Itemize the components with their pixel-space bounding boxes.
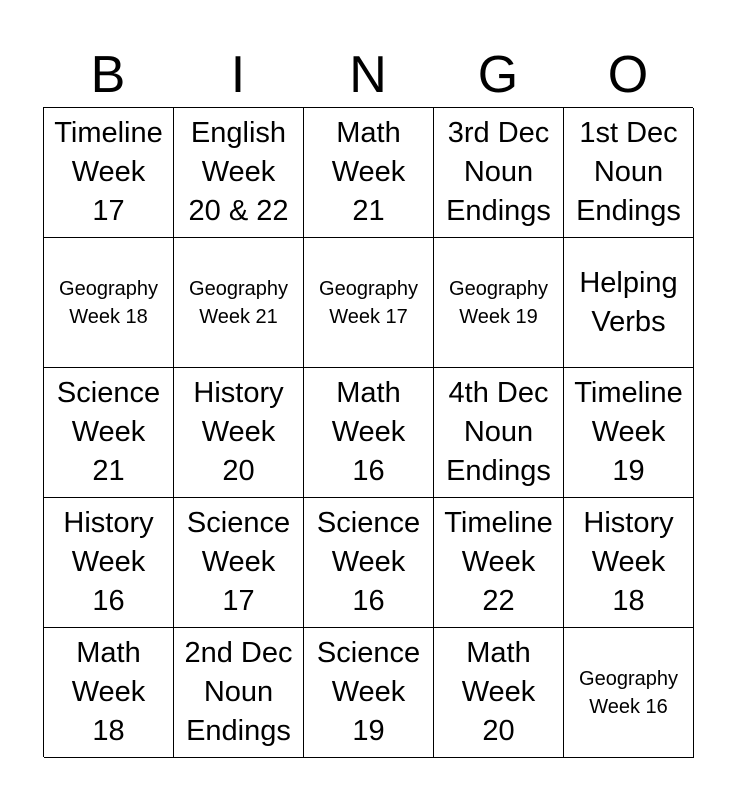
bingo-cell: Math Week 16: [304, 368, 434, 498]
bingo-cell: Geography Week 16: [564, 628, 694, 758]
header-letter-i: I: [230, 46, 246, 104]
header-letter-g: G: [477, 46, 519, 104]
bingo-grid: [43, 107, 693, 757]
bingo-cell: Math Week 20: [434, 628, 564, 758]
bingo-cell: Geography Week 21: [174, 238, 304, 368]
header-letter-n: N: [349, 46, 387, 104]
bingo-cell: Science Week 16: [304, 498, 434, 628]
bingo-cell: Geography Week 19: [434, 238, 564, 368]
header-letter-b: B: [90, 46, 126, 104]
bingo-cell: English Week 20 & 22: [174, 108, 304, 238]
header-letter-o: O: [607, 46, 649, 104]
bingo-cell: Helping Verbs: [564, 238, 694, 368]
bingo-cell: Timeline Week 22: [434, 498, 564, 628]
bingo-cell: Math Week 18: [44, 628, 174, 758]
bingo-cell: Timeline Week 17: [44, 108, 174, 238]
bingo-cell: Science Week 19: [304, 628, 434, 758]
bingo-cell: Geography Week 18: [44, 238, 174, 368]
bingo-cell: Geography Week 17: [304, 238, 434, 368]
bingo-cell: 2nd Dec Noun Endings: [174, 628, 304, 758]
bingo-cell: Timeline Week 19: [564, 368, 694, 498]
bingo-cell: Science Week 17: [174, 498, 304, 628]
bingo-cell: Science Week 21: [44, 368, 174, 498]
bingo-header: [43, 42, 693, 108]
bingo-cell: 1st Dec Noun Endings: [564, 108, 694, 238]
bingo-cell: 4th Dec Noun Endings: [434, 368, 564, 498]
bingo-cell: History Week 20: [174, 368, 304, 498]
bingo-cell: History Week 16: [44, 498, 174, 628]
bingo-cell: 3rd Dec Noun Endings: [434, 108, 564, 238]
bingo-cell: Math Week 21: [304, 108, 434, 238]
bingo-cell: History Week 18: [564, 498, 694, 628]
